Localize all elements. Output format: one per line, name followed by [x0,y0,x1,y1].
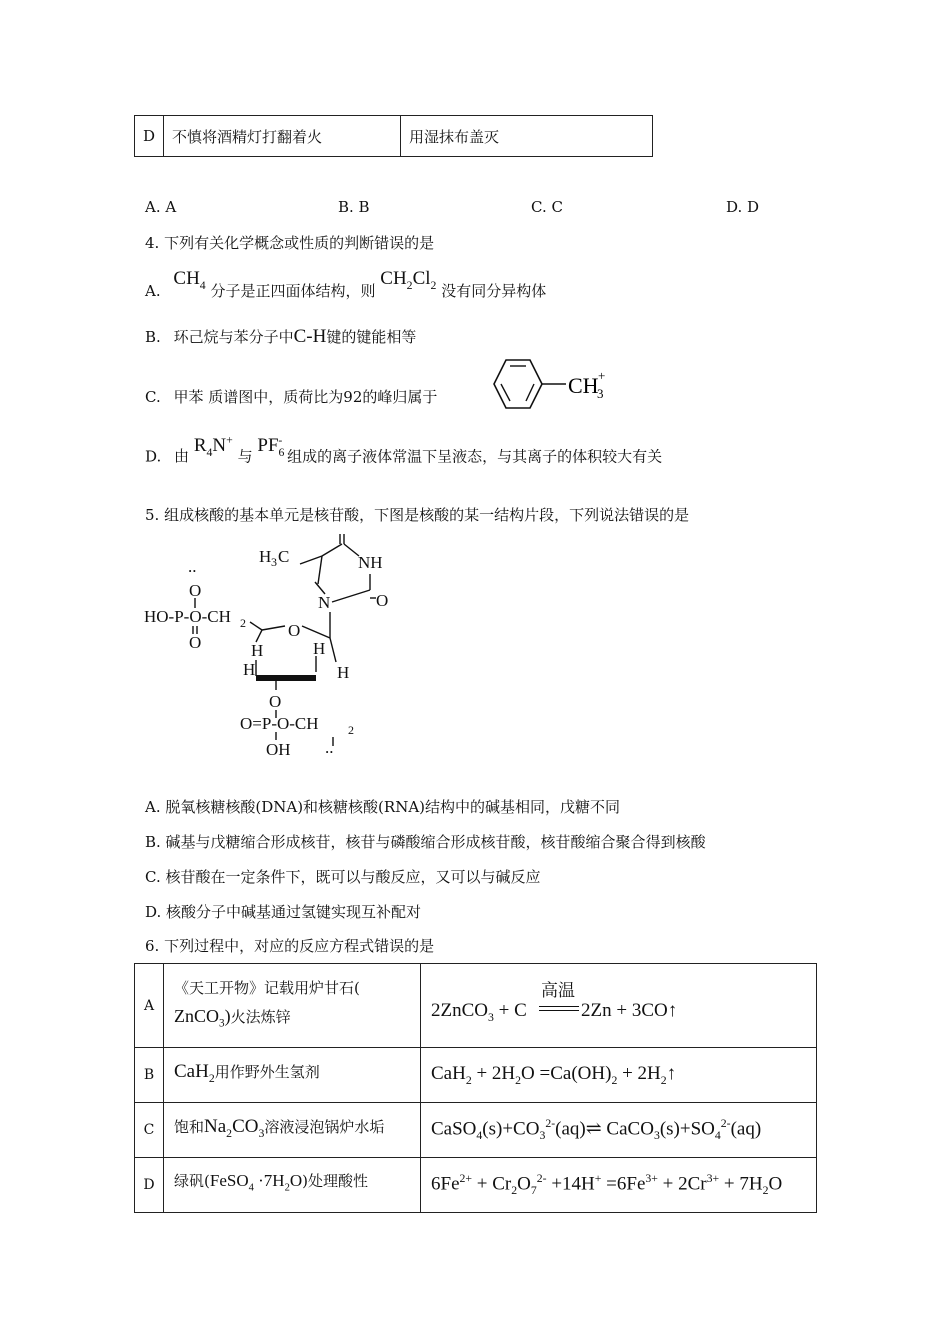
row-equation: $6Fe^{2+} + Cr_2O_7^{2-} +14H^+ =6Fe^{3+} + 2Cr^{3+} + 7H_2O$ [421,1158,817,1213]
q4-option-c [145,386,437,407]
table-measure: 用湿抹布盖灭 [401,116,653,157]
row-key: B [135,1048,164,1103]
q3-option-a: A. A [145,198,177,216]
q5-option-c: C. 核苷酸在一定条件下，既可以与酸反应，又可以与碱反应 [145,868,541,886]
q4-option-b [145,326,416,348]
row-equation: $CaSO_4(s)+CO_3^{2-}(aq)\rightleftharpoons$ $CaCO_3(s)+SO_4^{2-}(aq)$ [421,1103,817,1158]
svg-text:O: O [376,591,389,610]
row-key: A [135,964,164,1048]
row-key: D [135,1158,164,1213]
table-row [135,964,817,1048]
q6-table [134,963,817,1213]
svg-text:O=P-O-CH: O=P-O-CH [240,714,319,733]
q4-d-text3: 组成的离子液体常温下呈液态，与其离子的体积较大有关 [287,447,663,466]
table-row [135,1158,817,1213]
q4-stem: 4. 下列有关化学概念或性质的判断错误的是 [145,234,435,252]
row-desc-text2: 溶液浸泡锅炉水垢 [264,1117,385,1136]
row-equation: 2ZnCO$_3$ + C 高温 2Zn + 3CO↑ [421,964,817,1048]
svg-text:O: O [189,633,202,652]
q4-b-bond: C-H [293,326,327,347]
row-desc-text: 用作野外生氢剂 [214,1062,320,1081]
q4-option-d: D. 由 $R_4N^+$ 与 $PF_6^-$ 组成的离子液体常温下呈液态，与其离子的体积较大有关 [145,434,663,466]
row-desc-text2: )处理酸性 [302,1172,368,1191]
table-situation: 不慎将酒精灯打翻着火 [164,116,401,157]
svg-text:H: H [337,663,350,682]
svg-text:..: .. [325,738,334,757]
svg-text:O: O [189,581,202,600]
answer-table-top [134,115,653,157]
q4-a-text1: 分子是正四面体结构，则 [210,282,376,300]
svg-text:..: .. [188,557,197,576]
q5-stem: 5. 组成核酸的基本单元是核苷酸，下图是核酸的某一结构片段，下列说法错误的是 [145,506,690,524]
q5-option-d: D. 核酸分子中碱基通过氢键实现互补配对 [145,903,422,921]
q3-option-c: C. C [531,198,563,216]
row-desc: 绿矾(FeSO$_4$ $\cdot 7H_2O$)处理酸性 [164,1158,421,1213]
q4-option-a: A. $CH_4$ 分子是正四面体结构，则 $CH_2Cl_2$ 没有同分异构体 [145,268,547,300]
q4-b-text2: 键的键能相等 [326,328,417,346]
svg-text:O: O [269,692,282,711]
toluene-cation-structure [480,356,630,416]
svg-text:H: H [259,547,272,566]
option-label: C. [145,388,161,406]
table-key: D [135,116,164,157]
option-label: D. [145,447,162,466]
row-desc: CaH$_2$用作野外生氢剂 [164,1048,421,1103]
nucleotide-structure [140,532,410,764]
q4-c-text: 甲苯 质谱图中，质荷比为92的峰归属于 [173,388,438,406]
q3-option-b: B. B [338,198,370,216]
row-desc-text1: 饱和 [174,1117,205,1136]
q4-a-text2: 没有同分异构体 [441,282,547,300]
row-equation: $CaH_2 + 2H_2O =Ca(OH)_2$ + $2H_2↑$ [421,1048,817,1103]
svg-text:N: N [318,593,331,612]
svg-text:HO-P-O-CH: HO-P-O-CH [144,607,231,626]
row-desc: 《天工开物》记载用炉甘石( ZnCO$_3$)火法炼锌 [164,964,421,1048]
svg-text:OH: OH [266,740,291,759]
q4-b-text1: 环己烷与苯分子中 [173,328,294,346]
svg-text:2: 2 [240,616,246,630]
q3-option-d: D. D [726,198,760,216]
svg-text:H: H [251,641,264,660]
svg-text:H: H [243,660,256,679]
row-desc-line1: 《天工开物》记载用炉甘石( [174,978,360,997]
reaction-condition: 高温 [541,980,575,1001]
q4-d-text2: 与 [237,447,253,466]
q5-option-a: A. 脱氧核糖核酸(DNA)和核糖核酸(RNA)结构中的碱基相同，戊糖不同 [145,798,621,816]
svg-text:2: 2 [348,723,354,737]
row-desc-line2: 火法炼锌 [230,1007,291,1026]
svg-text:C: C [278,547,290,566]
q5-option-b: B. 碱基与戊糖缩合形成核苷，核苷与磷酸缩合形成核苷酸，核苷酸缩合聚合得到核酸 [145,833,706,851]
row-desc: 饱和$Na_2CO_3$溶液浸泡锅炉水垢 [164,1103,421,1158]
svg-text:+: + [598,368,606,383]
row-desc-text1: 绿矾( [174,1172,210,1191]
q4-d-text1: 由 [174,447,190,466]
option-label: A. [145,282,161,300]
row-key: C [135,1103,164,1158]
svg-text:NH: NH [358,553,383,572]
table-row [135,1048,817,1103]
svg-text:CH: CH [568,373,599,398]
svg-text:O: O [288,621,301,640]
svg-text:3: 3 [271,555,277,569]
svg-text:3: 3 [597,386,604,401]
svg-text:H: H [313,639,326,658]
table-row [135,1103,817,1158]
q6-stem: 6. 下列过程中，对应的反应方程式错误的是 [145,937,435,955]
option-label: B. [145,328,161,346]
